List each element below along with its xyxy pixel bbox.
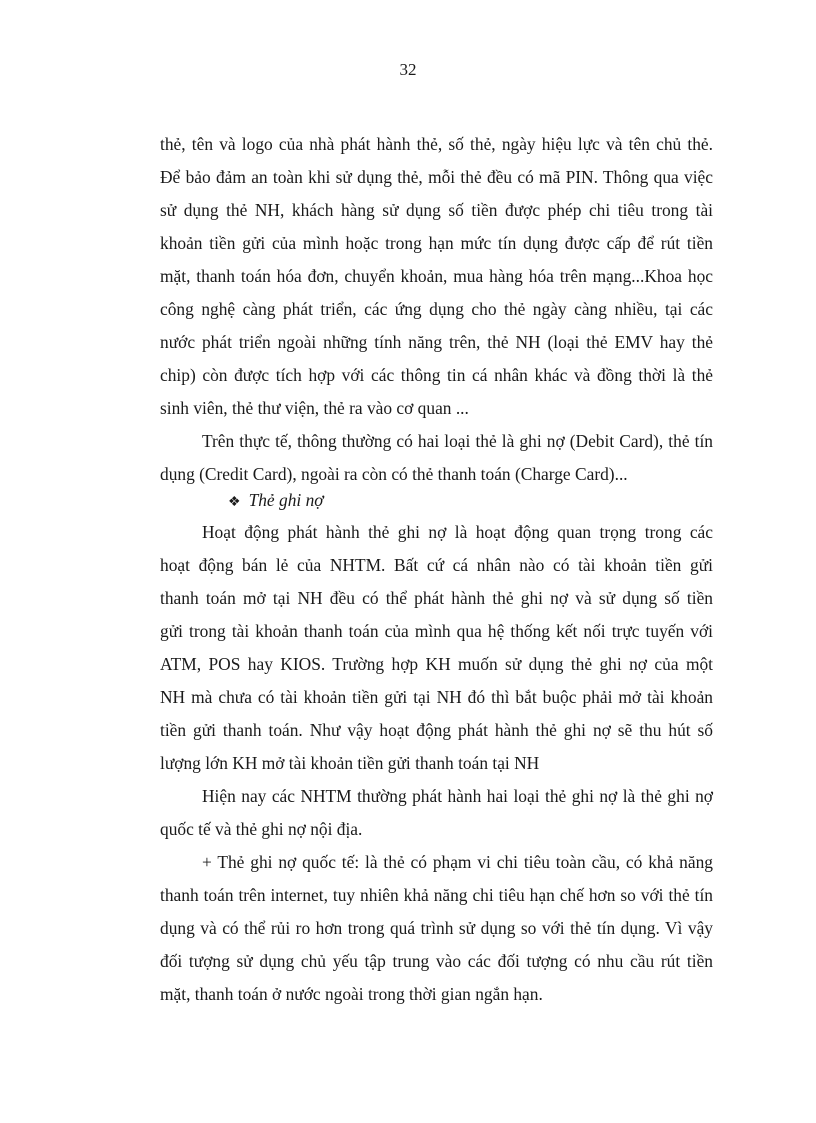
text-line: thanh toán trên internet, tuy nhiên khả năng chi tiêu hạn chế hơn so với thẻ tín xyxy=(160,885,713,905)
text-line: Để bảo đảm an toàn khi sử dụng thẻ, mỗi thẻ đều có mã PIN. Thông qua việc xyxy=(160,167,713,187)
text-line: thanh toán mở tại NH đều có thể phát hành thẻ ghi nợ và sử dụng số tiền xyxy=(160,588,713,608)
text-line: + Thẻ ghi nợ quốc tế: là thẻ có phạm vi chi tiêu toàn cầu, có khả năng xyxy=(202,852,713,872)
text-line: công nghệ càng phát triển, các ứng dụng cho thẻ ngày càng nhiều, tại các xyxy=(160,299,713,319)
section-heading xyxy=(228,490,324,513)
text-line: chip) còn được tích hợp với các thông tin cá nhân khác và đồng thời là thẻ xyxy=(160,365,713,385)
text-line: đối tượng sử dụng chủ yếu tập trung vào các đối tượng có nhu cầu rút tiền xyxy=(160,951,713,971)
text-line: sử dụng thẻ NH, khách hàng sử dụng số tiền được phép chi tiêu trong tài xyxy=(160,200,713,220)
text-line: tiền gửi thanh toán. Như vậy hoạt động phát hành thẻ ghi nợ sẽ thu hút số xyxy=(160,720,713,740)
text-line: thẻ, tên và logo của nhà phát hành thẻ, số thẻ, ngày hiệu lực và tên chủ thẻ. xyxy=(160,134,713,154)
text-line: Hiện nay các NHTM thường phát hành hai loại thẻ ghi nợ là thẻ ghi nợ xyxy=(202,786,713,806)
text-line: dụng (Credit Card), ngoài ra còn có thẻ thanh toán (Charge Card)... xyxy=(160,464,628,484)
text-line: Trên thực tế, thông thường có hai loại thẻ là ghi nợ (Debit Card), thẻ tín xyxy=(202,431,713,451)
text-line: gửi trong tài khoản thanh toán của mình qua hệ thống kết nối trực tuyến với xyxy=(160,621,713,641)
text-line: dụng và có thể rủi ro hơn trong quá trình sử dụng so với thẻ tín dụng. Vì vậy xyxy=(160,918,713,938)
text-line: hoạt động bán lẻ của NHTM. Bất cứ cá nhân nào có tài khoản tiền gửi xyxy=(160,555,713,575)
page-number: 32 xyxy=(399,60,417,79)
text-line: Hoạt động phát hành thẻ ghi nợ là hoạt động quan trọng trong các xyxy=(202,522,713,542)
text-line: mặt, thanh toán hóa đơn, chuyển khoản, mua hàng hóa trên mạng...Khoa học xyxy=(160,266,713,286)
text-line: NH mà chưa có tài khoản tiền gửi tại NH đó thì bắt buộc phải mở tài khoản xyxy=(160,687,713,707)
text-line: quốc tế và thẻ ghi nợ nội địa. xyxy=(160,819,363,839)
section-heading-text: Thẻ ghi nợ xyxy=(248,490,324,510)
diamond-bullet-icon: ❖ xyxy=(228,495,241,510)
text-line: lượng lớn KH mở tài khoản tiền gửi thanh toán tại NH xyxy=(160,753,540,773)
text-line: nước phát triển ngoài những tính năng trên, thẻ NH (loại thẻ EMV hay thẻ xyxy=(160,332,713,352)
text-line: sinh viên, thẻ thư viện, thẻ ra vào cơ quan ... xyxy=(160,398,469,418)
text-line: khoản tiền gửi của mình hoặc trong hạn mức tín dụng được cấp để rút tiền xyxy=(160,233,713,253)
text-line: ATM, POS hay KIOS. Trường hợp KH muốn sử dụng thẻ ghi nợ của một xyxy=(160,654,713,674)
text-line: mặt, thanh toán ở nước ngoài trong thời gian ngắn hạn. xyxy=(160,984,543,1004)
